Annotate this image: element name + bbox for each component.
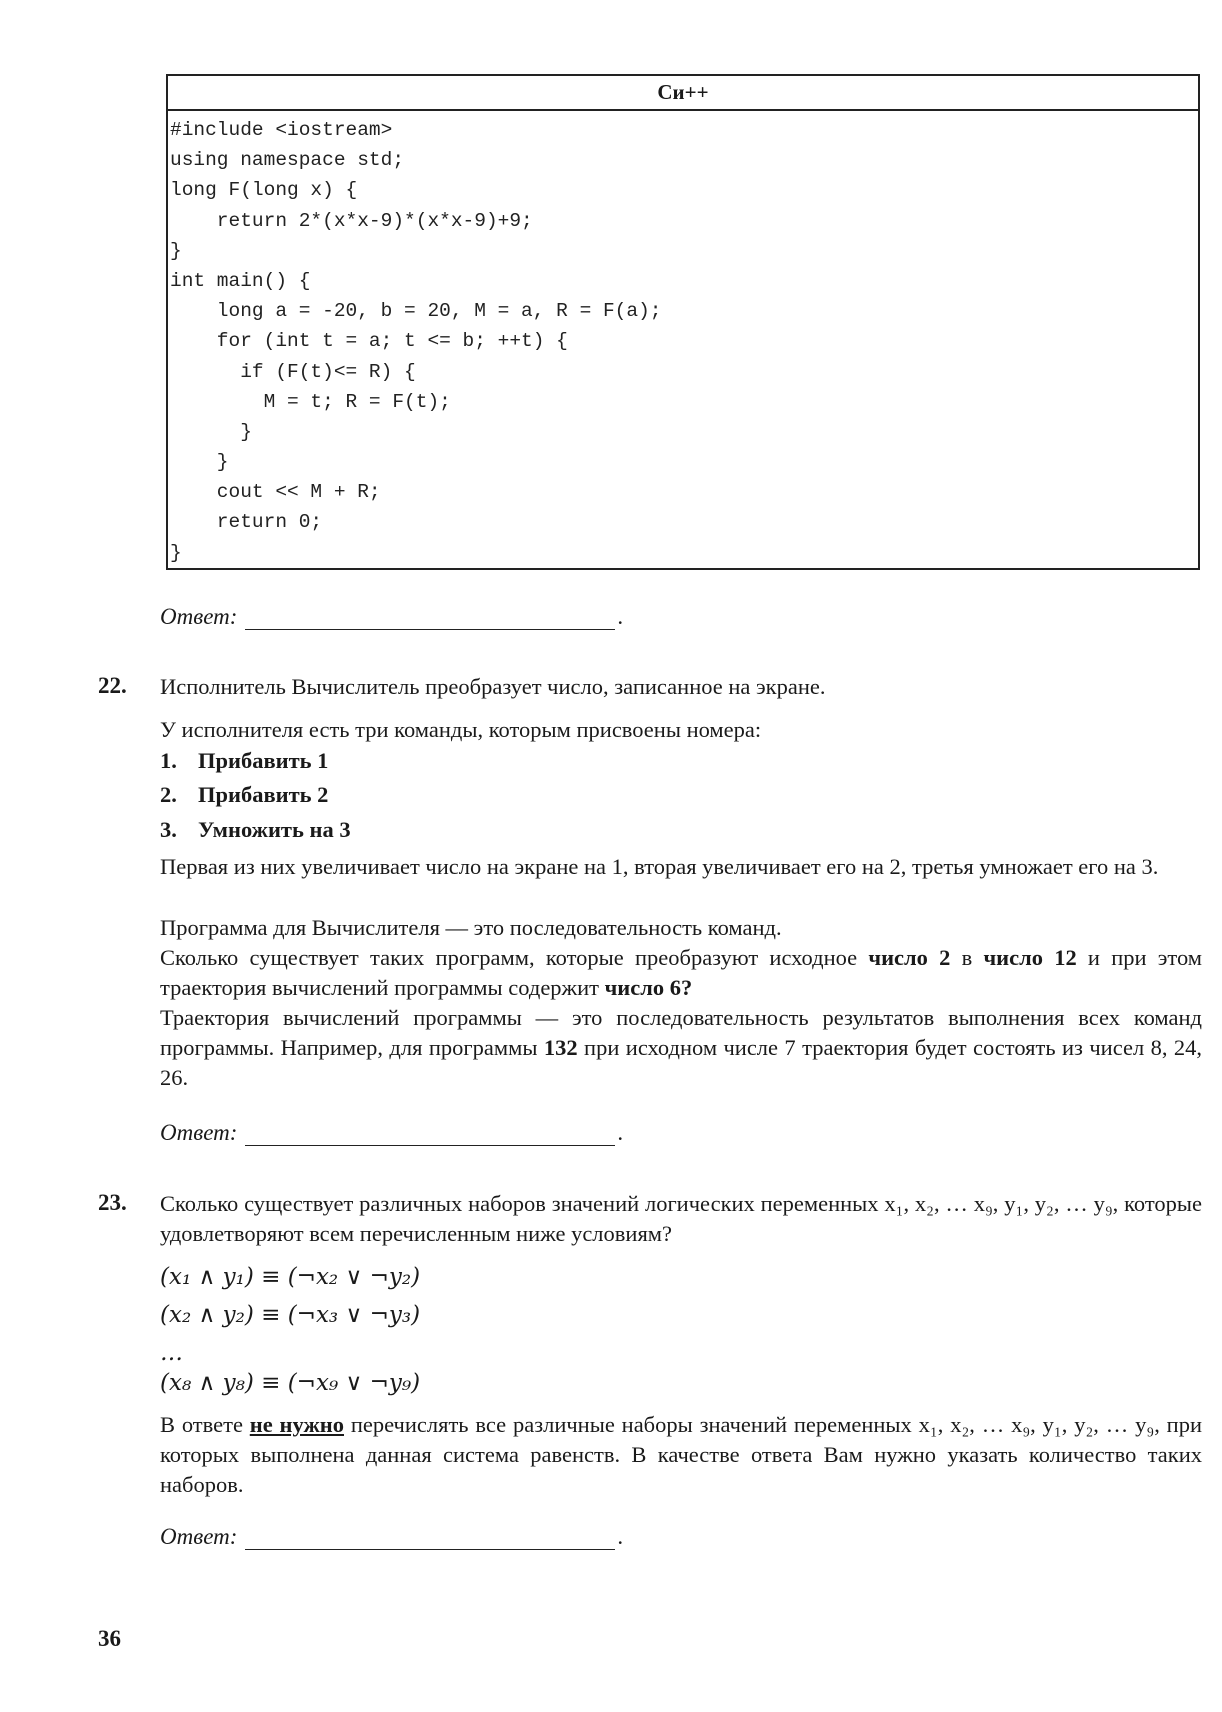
q22-paragraph-4 <box>160 1003 1202 1093</box>
bold-span: число 12 <box>983 945 1077 970</box>
code-line: long F(long x) { <box>170 179 358 202</box>
q22-commands-intro: У исполнителя есть три команды, которым присвоены номера: <box>160 717 762 742</box>
q22-paragraph-1: Первая из них увеличивает число на экране на 1, вторая увеличивает его на 2, третья умножает его на 3. <box>160 854 1159 879</box>
answer-field[interactable] <box>245 1123 615 1146</box>
answer-field[interactable] <box>245 607 615 630</box>
code-line: int main() { <box>170 269 311 292</box>
command-number: 3. <box>160 817 177 842</box>
bold-span: число 6? <box>604 975 693 1000</box>
q22-command <box>160 748 328 774</box>
code-line: M = t; R = F(t); <box>170 390 451 413</box>
code-line: long a = -20, b = 20, M = a, R = F(a); <box>170 300 662 323</box>
answer-dot: . <box>617 604 624 629</box>
code-line: return 0; <box>170 511 323 534</box>
text-span: при исходном числе 7 траектория будет состоять из чисел 8, 24, 26. <box>160 1035 1202 1090</box>
q23-formula: (x₁ ∧ y₁) ≡ (¬x₂ ∨ ¬y₂) <box>160 1264 421 1290</box>
code-line: } <box>170 541 182 564</box>
command-number: 1. <box>160 748 177 773</box>
answer-dot: . <box>617 1524 624 1549</box>
code-listing-box <box>166 74 1200 570</box>
page-number: 36 <box>98 1626 121 1651</box>
answer-field[interactable] <box>245 1527 615 1550</box>
code-line: return 2*(x*x-9)*(x*x-9)+9; <box>170 209 533 232</box>
command-label: Прибавить 2 <box>198 782 329 807</box>
code-line: for (int t = a; t <= b; ++t) { <box>170 330 568 353</box>
text-span: и при этом траектория вычислений программы содержит <box>160 945 1203 1000</box>
answer-23 <box>160 1524 623 1550</box>
q22-command <box>160 782 328 808</box>
code-language-header: Си++ <box>168 76 1198 111</box>
command-label: Прибавить 1 <box>198 748 329 773</box>
code-line: } <box>170 451 229 474</box>
question-number-22: 22. <box>98 673 127 698</box>
code-line: cout << M + R; <box>170 481 381 504</box>
q23-note <box>160 1410 1202 1500</box>
answer-22 <box>160 1120 623 1146</box>
q23-intro: Сколько существует различных наборов значений логических переменных x₁, x₂, … x₉, y₁, y₂, … y₉, которые удовлетворяют всем перечисленным ниже условиям? <box>160 1191 1202 1246</box>
code-body <box>168 111 1198 568</box>
q22-intro: Исполнитель Вычислитель преобразует число, записанное на экране. <box>160 674 826 699</box>
code-line: } <box>170 420 252 443</box>
command-label: Умножить на 3 <box>198 817 351 842</box>
q22-paragraph-2: Программа для Вычислителя — это последовательность команд. <box>160 915 782 940</box>
bold-span: число 2 <box>868 945 951 970</box>
answer-label: Ответ: <box>160 604 238 629</box>
answer-dot: . <box>617 1120 624 1145</box>
command-number: 2. <box>160 782 177 807</box>
answer-21 <box>160 604 623 630</box>
q23-formula: (x₈ ∧ y₈) ≡ (¬x₉ ∨ ¬y₉) <box>160 1370 421 1396</box>
q23-formula: (x₂ ∧ y₂) ≡ (¬x₃ ∨ ¬y₃) <box>160 1302 421 1328</box>
bold-span: 132 <box>543 1035 578 1060</box>
code-line: #include <iostream> <box>170 119 393 141</box>
code-line: using namespace std; <box>170 149 405 172</box>
q22-paragraph-3 <box>160 943 1202 1003</box>
answer-label: Ответ: <box>160 1120 238 1145</box>
text-span: Траектория вычислений программы — это последовательность результатов выполнения всех команд программы. Например, для программы <box>160 1005 1202 1060</box>
text-span: перечислять все различные наборы значений переменных x₁, x₂, … x₉, y₁, y₂, … y₉, при которых выполнена данная система равенств. В качестве ответа Вам нужно указать количество таких наборов. <box>160 1412 1202 1497</box>
q23-formula: … <box>160 1340 183 1366</box>
code-line: if (F(t)<= R) { <box>170 360 416 383</box>
answer-label: Ответ: <box>160 1524 238 1549</box>
question-number-23: 23. <box>98 1190 127 1215</box>
code-line: } <box>170 239 182 262</box>
underlined-span: не нужно <box>249 1412 344 1437</box>
q22-command <box>160 817 351 843</box>
text-span: В ответе <box>160 1412 250 1437</box>
text-span: Сколько существует таких программ, которые преобразуют исходное <box>160 945 869 970</box>
text-span: в <box>950 945 984 970</box>
